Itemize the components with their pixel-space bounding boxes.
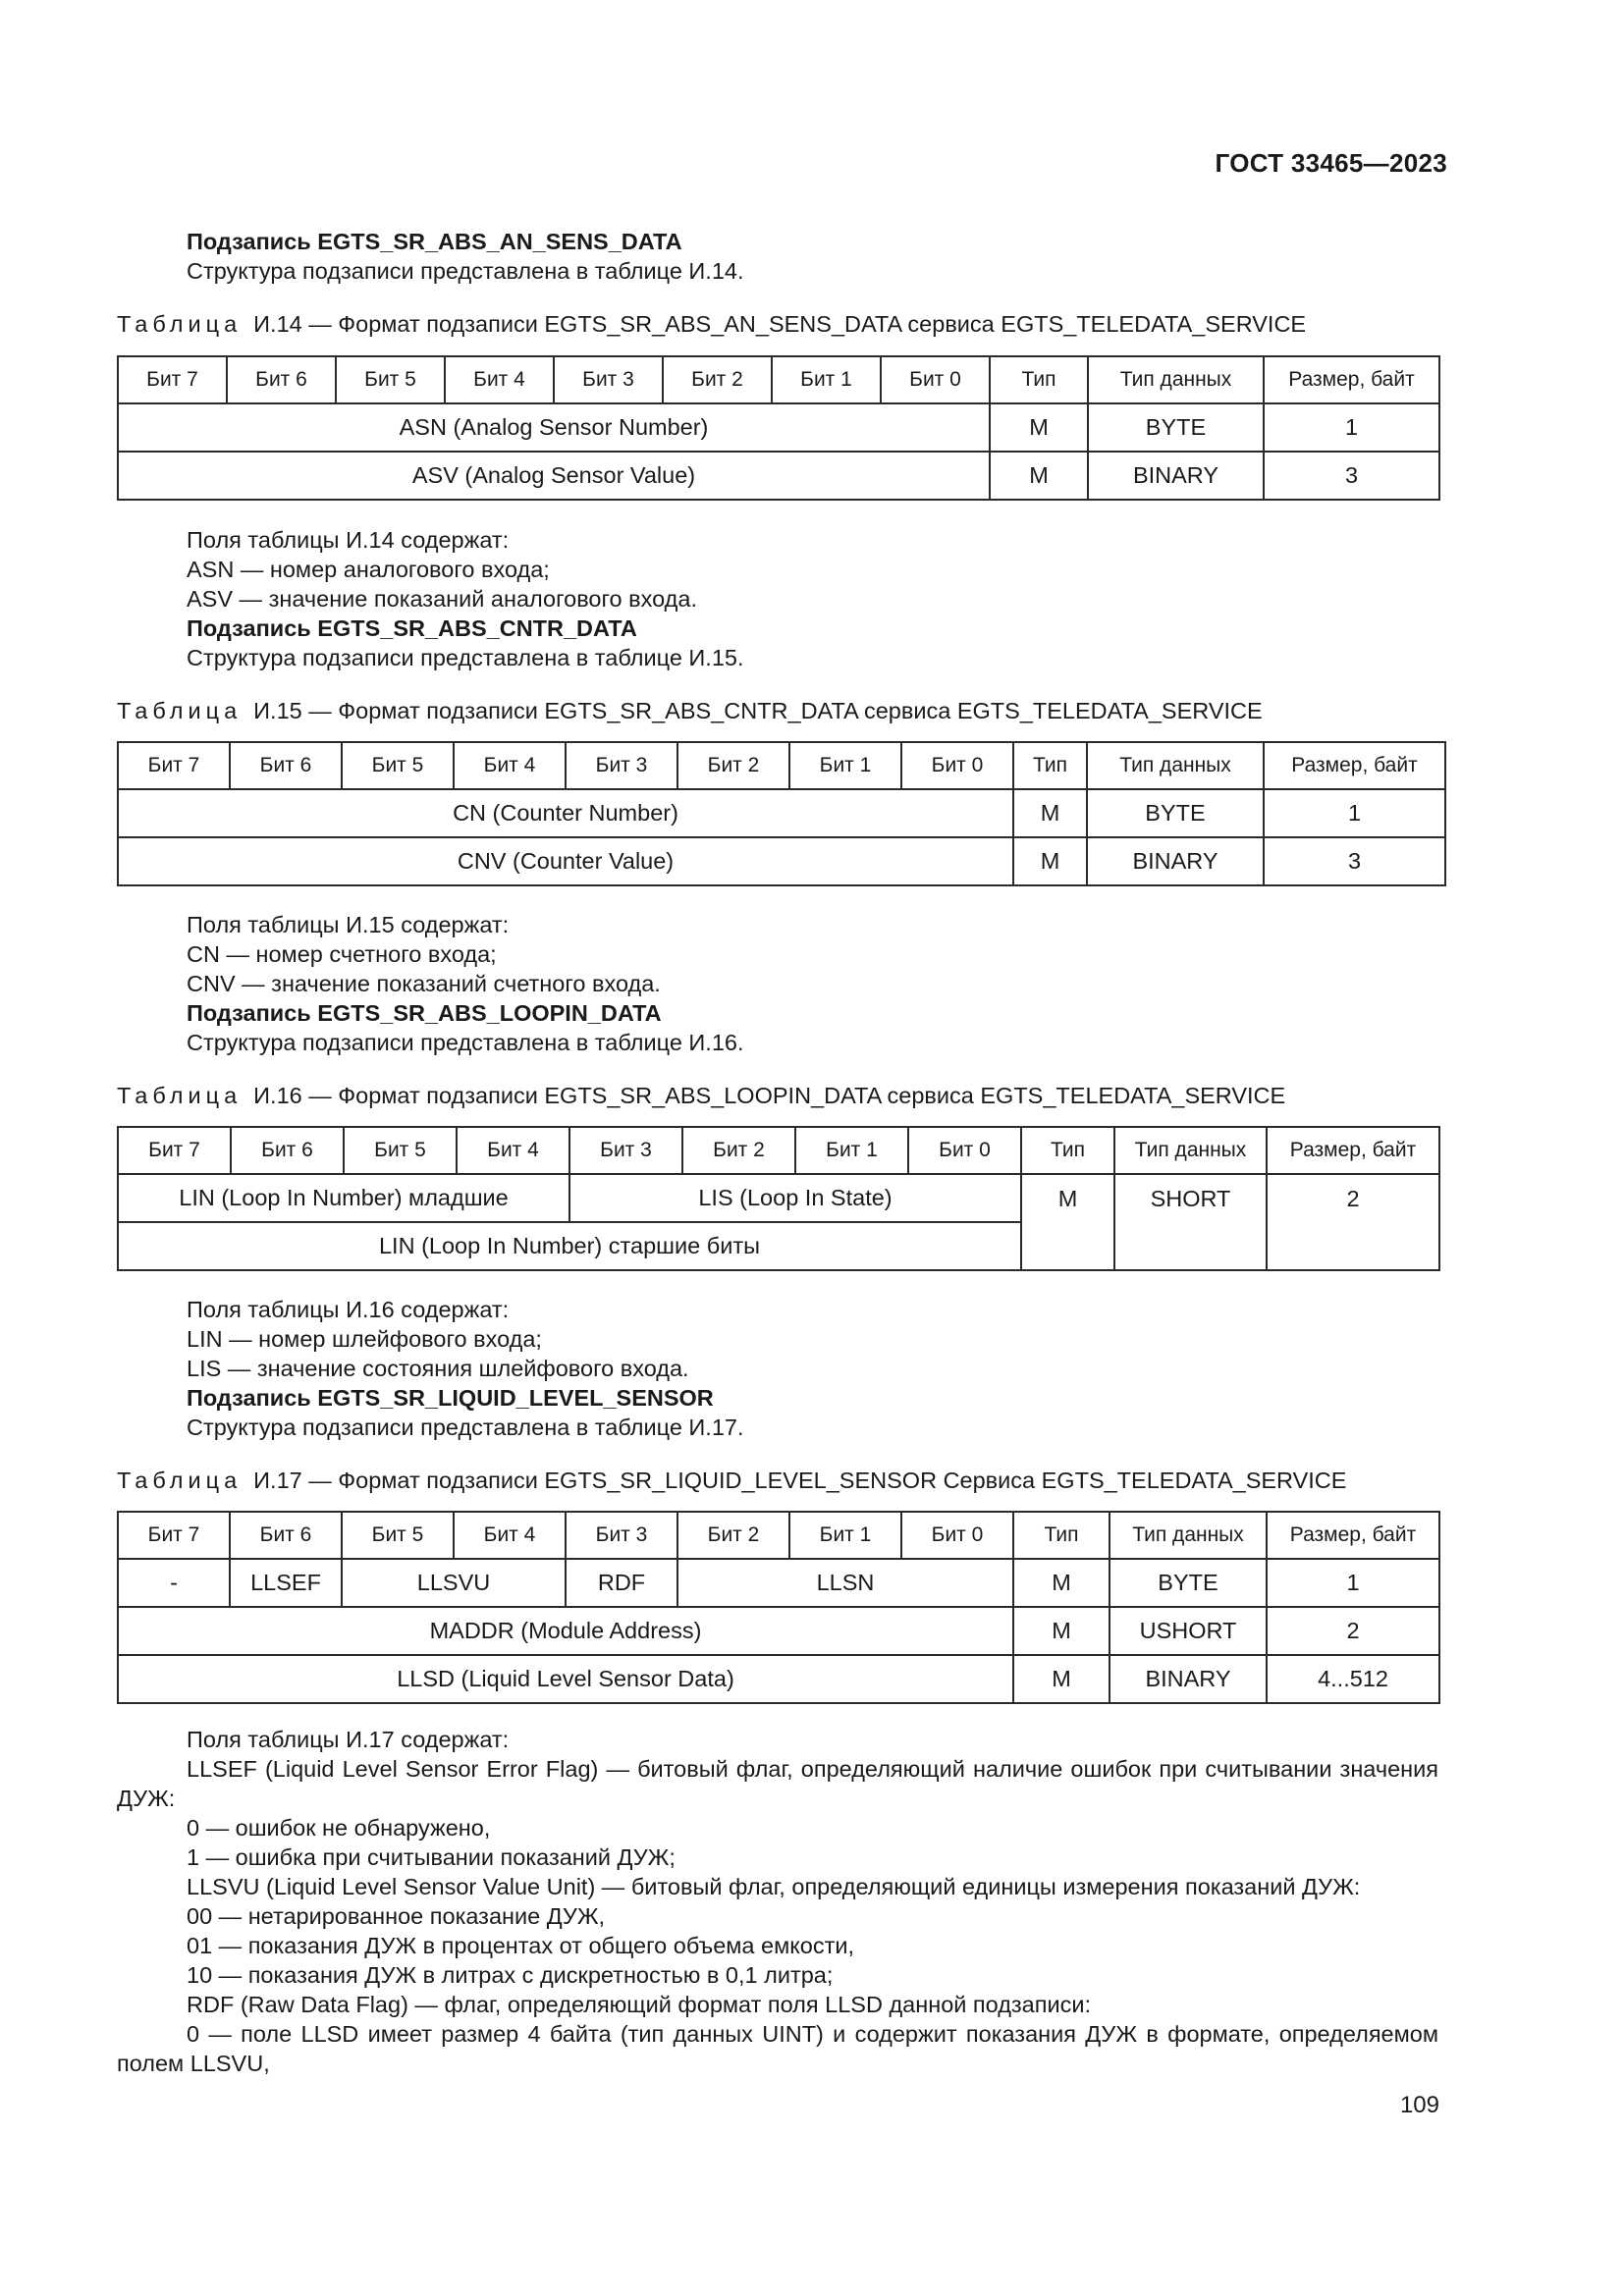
- header-cell: Бит 2: [677, 1512, 789, 1559]
- table-15: [117, 741, 1446, 886]
- size-cell: 4...512: [1267, 1655, 1439, 1703]
- caption-word: Таблица: [117, 311, 243, 337]
- type-cell: M: [1021, 1174, 1114, 1270]
- field-cell: CN (Counter Number): [118, 789, 1013, 837]
- data-type-cell: USHORT: [1110, 1607, 1267, 1655]
- field-cell: ASN (Analog Sensor Number): [118, 403, 990, 452]
- size-cell: 1: [1264, 403, 1439, 452]
- header-cell: Бит 4: [445, 356, 554, 403]
- field-cell: LLSD (Liquid Level Sensor Data): [118, 1655, 1013, 1703]
- header-cell: Размер, байт: [1267, 1512, 1439, 1559]
- header-cell: Бит 2: [677, 742, 789, 789]
- header-cell: Тип: [1021, 1127, 1114, 1174]
- notes-line: Поля таблицы И.14 содержат:: [187, 527, 510, 553]
- notes-line: RDF (Raw Data Flag) — флаг, определяющий формат поля LLSD данной подзаписи:: [187, 1992, 1092, 2017]
- lis-cell: LIS (Loop In State): [569, 1174, 1021, 1222]
- field-cell: MADDR (Module Address): [118, 1607, 1013, 1655]
- header-cell: Бит 3: [566, 742, 677, 789]
- bit7-cell: -: [118, 1559, 230, 1607]
- data-type-cell: BYTE: [1088, 403, 1264, 452]
- notes-line: CNV — значение показаний счетного входа.: [187, 971, 661, 996]
- header-cell: Бит 7: [118, 1127, 231, 1174]
- header-cell: Бит 1: [789, 1512, 901, 1559]
- size-cell: 3: [1264, 452, 1439, 500]
- header-cell: Бит 7: [118, 1512, 230, 1559]
- header-cell: Бит 6: [231, 1127, 344, 1174]
- header-cell: Тип: [1013, 742, 1087, 789]
- table-caption: [117, 311, 1306, 338]
- type-cell: M: [1013, 1607, 1110, 1655]
- size-cell: 1: [1264, 789, 1445, 837]
- notes-paragraph: LLSEF (Liquid Level Sensor Error Flag) — битовый флаг, определяющий наличие ошибок при считывании значения ДУЖ:: [117, 1756, 1438, 1811]
- header-cell: Бит 5: [342, 742, 454, 789]
- notes-line: 01 — показания ДУЖ в процентах от общего объема емкости,: [187, 1933, 855, 1958]
- header-cell: Бит 5: [344, 1127, 457, 1174]
- header-cell: Тип данных: [1110, 1512, 1267, 1559]
- header-cell: Размер, байт: [1264, 356, 1439, 403]
- data-type-cell: BINARY: [1110, 1655, 1267, 1703]
- header-cell: Бит 3: [569, 1127, 682, 1174]
- section-heading: Подзапись EGTS_SR_ABS_LOOPIN_DATA: [187, 1000, 662, 1026]
- header-cell: Бит 1: [789, 742, 901, 789]
- notes-line: 10 — показания ДУЖ в литрах с дискретностью в 0,1 литра;: [187, 1962, 834, 1988]
- section-intro: Структура подзаписи представлена в таблице И.16.: [187, 1030, 744, 1055]
- lin-high-cell: LIN (Loop In Number) старшие биты: [118, 1222, 1021, 1270]
- table-17: [117, 1511, 1440, 1704]
- llsvu-cell: LLSVU: [342, 1559, 566, 1607]
- notes-line: LLSVU (Liquid Level Sensor Value Unit) — битовый флаг, определяющий единицы измерения показаний ДУЖ:: [187, 1874, 1361, 1899]
- header-cell: Бит 2: [682, 1127, 795, 1174]
- notes-line: Поля таблицы И.15 содержат:: [187, 912, 510, 937]
- header-cell: Бит 2: [663, 356, 772, 403]
- notes-line: ASV — значение показаний аналогового входа.: [187, 586, 697, 612]
- header-cell: Бит 3: [566, 1512, 677, 1559]
- header-cell: Бит 0: [881, 356, 990, 403]
- header-cell: Размер, байт: [1267, 1127, 1439, 1174]
- header-cell: Бит 4: [454, 742, 566, 789]
- header-cell: Бит 4: [457, 1127, 569, 1174]
- document-header: ГОСТ 33465—2023: [1215, 148, 1447, 178]
- data-type-cell: BYTE: [1087, 789, 1264, 837]
- notes-line: 0 — ошибок не обнаружено,: [187, 1815, 491, 1841]
- caption-text: И.16 — Формат подзаписи EGTS_SR_ABS_LOOPIN_DATA сервиса EGTS_TELEDATA_SERVICE: [253, 1083, 1286, 1108]
- notes-line: Поля таблицы И.17 содержат:: [187, 1727, 510, 1752]
- caption-word: Таблица: [117, 1468, 243, 1493]
- header-cell: Бит 4: [454, 1512, 566, 1559]
- data-type-cell: BYTE: [1110, 1559, 1267, 1607]
- header-cell: Бит 7: [118, 742, 230, 789]
- caption-text: И.15 — Формат подзаписи EGTS_SR_ABS_CNTR_DATA сервиса EGTS_TELEDATA_SERVICE: [253, 698, 1263, 723]
- data-type-cell: BINARY: [1087, 837, 1264, 885]
- type-cell: M: [1013, 1655, 1110, 1703]
- header-cell: Бит 5: [342, 1512, 454, 1559]
- caption-text: И.17 — Формат подзаписи EGTS_SR_LIQUID_LEVEL_SENSOR Сервиса EGTS_TELEDATA_SERVICE: [253, 1468, 1347, 1493]
- size-cell: 2: [1267, 1607, 1439, 1655]
- header-cell: Бит 6: [230, 742, 342, 789]
- table-14: [117, 355, 1440, 501]
- notes-line: 1 — ошибка при считывании показаний ДУЖ;: [187, 1844, 676, 1870]
- notes-line: ASN — номер аналогового входа;: [187, 557, 550, 582]
- type-cell: M: [1013, 837, 1087, 885]
- notes-line: LIN — номер шлейфового входа;: [187, 1326, 542, 1352]
- page-number: 109: [1399, 2092, 1439, 2118]
- header-cell: Бит 0: [901, 1512, 1013, 1559]
- header-cell: Бит 7: [118, 356, 227, 403]
- caption-word: Таблица: [117, 1083, 243, 1108]
- section-heading: Подзапись EGTS_SR_LIQUID_LEVEL_SENSOR: [187, 1385, 714, 1411]
- notes-line: CN — номер счетного входа;: [187, 941, 497, 967]
- notes-paragraph: 0 — поле LLSD имеет размер 4 байта (тип данных UINT) и содержит показания ДУЖ в формате, определяемом полем LLSVU,: [117, 2021, 1438, 2076]
- table-16: [117, 1126, 1440, 1271]
- section-intro: Структура подзаписи представлена в таблице И.14.: [187, 258, 744, 284]
- header-cell: Бит 6: [230, 1512, 342, 1559]
- header-cell: Бит 3: [554, 356, 663, 403]
- header-cell: Тип данных: [1088, 356, 1264, 403]
- header-cell: Бит 5: [336, 356, 445, 403]
- header-cell: Бит 0: [901, 742, 1013, 789]
- caption-text: И.14 — Формат подзаписи EGTS_SR_ABS_AN_SENS_DATA сервиса EGTS_TELEDATA_SERVICE: [253, 311, 1307, 337]
- notes-line: LIS — значение состояния шлейфового входа.: [187, 1356, 689, 1381]
- type-cell: M: [990, 452, 1088, 500]
- table-caption: [117, 1468, 1346, 1494]
- section-heading: Подзапись EGTS_SR_ABS_AN_SENS_DATA: [187, 229, 682, 254]
- size-cell: 1: [1267, 1559, 1439, 1607]
- llsef-cell: LLSEF: [230, 1559, 342, 1607]
- header-cell: Бит 6: [227, 356, 336, 403]
- llsn-cell: LLSN: [677, 1559, 1013, 1607]
- section-intro: Структура подзаписи представлена в таблице И.15.: [187, 645, 744, 670]
- data-type-cell: BINARY: [1088, 452, 1264, 500]
- table-caption: [117, 698, 1263, 724]
- header-cell: Бит 1: [772, 356, 881, 403]
- table-caption: [117, 1083, 1285, 1109]
- header-cell: Тип: [1013, 1512, 1110, 1559]
- data-type-cell: SHORT: [1114, 1174, 1267, 1270]
- type-cell: M: [1013, 789, 1087, 837]
- field-cell: ASV (Analog Sensor Value): [118, 452, 990, 500]
- header-cell: Тип: [990, 356, 1088, 403]
- field-cell: CNV (Counter Value): [118, 837, 1013, 885]
- section-intro: Структура подзаписи представлена в таблице И.17.: [187, 1415, 744, 1440]
- size-cell: 3: [1264, 837, 1445, 885]
- header-cell: Тип данных: [1087, 742, 1264, 789]
- type-cell: M: [1013, 1559, 1110, 1607]
- type-cell: M: [990, 403, 1088, 452]
- size-cell: 2: [1267, 1174, 1439, 1270]
- caption-word: Таблица: [117, 698, 243, 723]
- notes-line: 00 — нетарированное показание ДУЖ,: [187, 1903, 606, 1929]
- header-cell: Бит 1: [795, 1127, 908, 1174]
- rdf-cell: RDF: [566, 1559, 677, 1607]
- header-cell: Тип данных: [1114, 1127, 1267, 1174]
- section-heading: Подзапись EGTS_SR_ABS_CNTR_DATA: [187, 615, 637, 641]
- header-cell: Бит 0: [908, 1127, 1021, 1174]
- notes-line: Поля таблицы И.16 содержат:: [187, 1297, 510, 1322]
- lin-low-cell: LIN (Loop In Number) младшие: [118, 1174, 569, 1222]
- header-cell: Размер, байт: [1264, 742, 1445, 789]
